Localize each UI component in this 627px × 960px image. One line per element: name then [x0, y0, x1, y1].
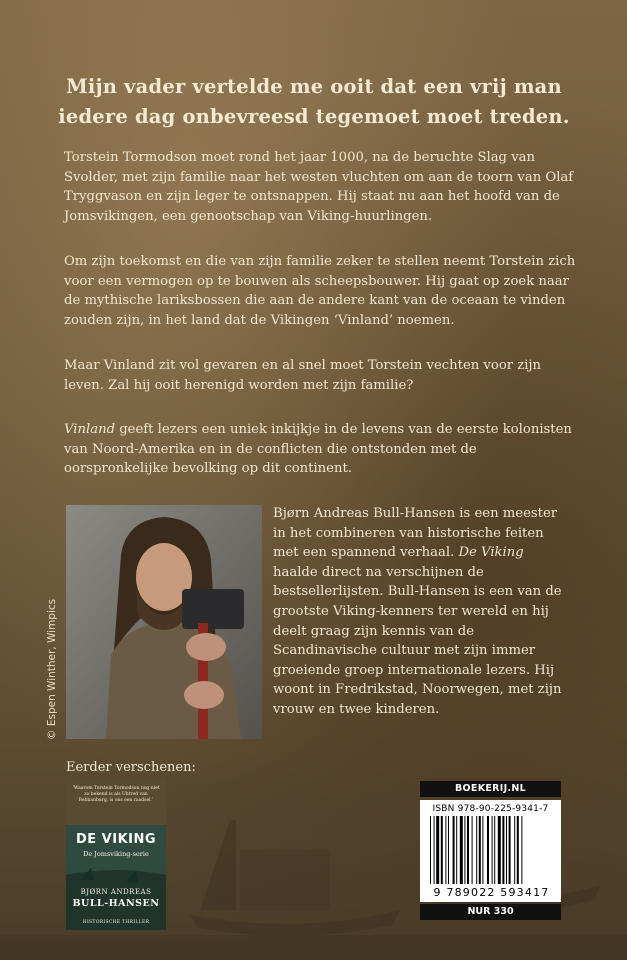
book-author-first: BJØRN ANDREAS [80, 888, 152, 896]
publisher-label: BOEKERIJ.NL [420, 781, 561, 797]
photo-credit: © Espen Winther, Wimpics [46, 598, 58, 740]
synopsis-paragraph-1: Torstein Tormodson moet rond het jaar 1000, na de beruchte Slag van Svolder, met zijn familie naar het westen vluchten om aan de toorn van Olaf Tryggvason en zijn leger te ontsnappen. Hij staat nu aan het hoofd van de Jomsvikingen, een genootschap van Viking-huurlingen. [64, 150, 574, 224]
book-title-italic: Vinland [64, 422, 116, 437]
barcode-bars [430, 816, 551, 886]
book-series: De Jomsviking-serie [83, 850, 149, 858]
synopsis-paragraph-4 [64, 420, 576, 479]
author-bio-text-2: haalde direct na verschijnen de bestsellerlijsten. Bull-Hansen is een van de grootste Viking-kenners ter wereld en hij deelt graag zijn kennis van de Scandinavische cultuur met zijn immer groeiende groep internationale lezers. Hij woont in Fredrikstad, Noorwegen, met zijn vrouw en twee kinderen. [273, 564, 562, 717]
book-author-last: BULL-HANSEN [72, 898, 160, 909]
author-bio [273, 504, 563, 720]
book-quote: ‘Waarom Torstein Tormodson nog niet zo bekend is als Uhtred van Bebbanburg, is ons een raadsel.’ [72, 786, 160, 803]
synopsis-paragraph-4-text: geeft lezers een uniek inkijkje in de levens van de eerste kolonisten van Noord-Amerika en in de conflicten die ontstonden met de oorspronkelijke bevolking op dit continent. [64, 422, 572, 477]
ean-number: 9 789022 593417 [433, 886, 550, 899]
barcode [420, 800, 561, 902]
nur-label: NUR 330 [420, 904, 561, 920]
previous-book-title: De Viking [458, 545, 524, 561]
tagline: Mijn vader vertelde me ooit dat een vrij man iedere dag onbevreesd tegemoet moet treden. [58, 75, 570, 128]
author-bio-text-1: Bjørn Andreas Bull-Hansen is een meester in het combineren van historische feiten met een spannend verhaal. [273, 506, 558, 561]
previous-book-cover [66, 780, 166, 930]
earlier-published-label: Eerder verschenen: [66, 760, 196, 775]
synopsis-paragraph-3: Maar Vinland zit vol gevaren en al snel moet Torstein vechten voor zijn leven. Zal hij ooit herenigd worden met zijn familie? [64, 358, 542, 393]
book-title: DE VIKING [75, 832, 157, 847]
synopsis-paragraph-2: Om zijn toekomst en die van zijn familie zeker te stellen neemt Torstein zich voor een vermogen op te bouwen als scheepsbouwer. Hij gaat op zoek naar de mythische lariksbossen die aan de andere kant van de oceaan te vinden zouden zijn, in het land dat de Vikingen ‘Vinland’ noemen. [64, 254, 576, 328]
author-photo [66, 505, 262, 739]
book-genre: HISTORISCHE THRILLER [82, 920, 150, 925]
isbn-text: ISBN 978-90-225-9341-7 [432, 804, 549, 814]
